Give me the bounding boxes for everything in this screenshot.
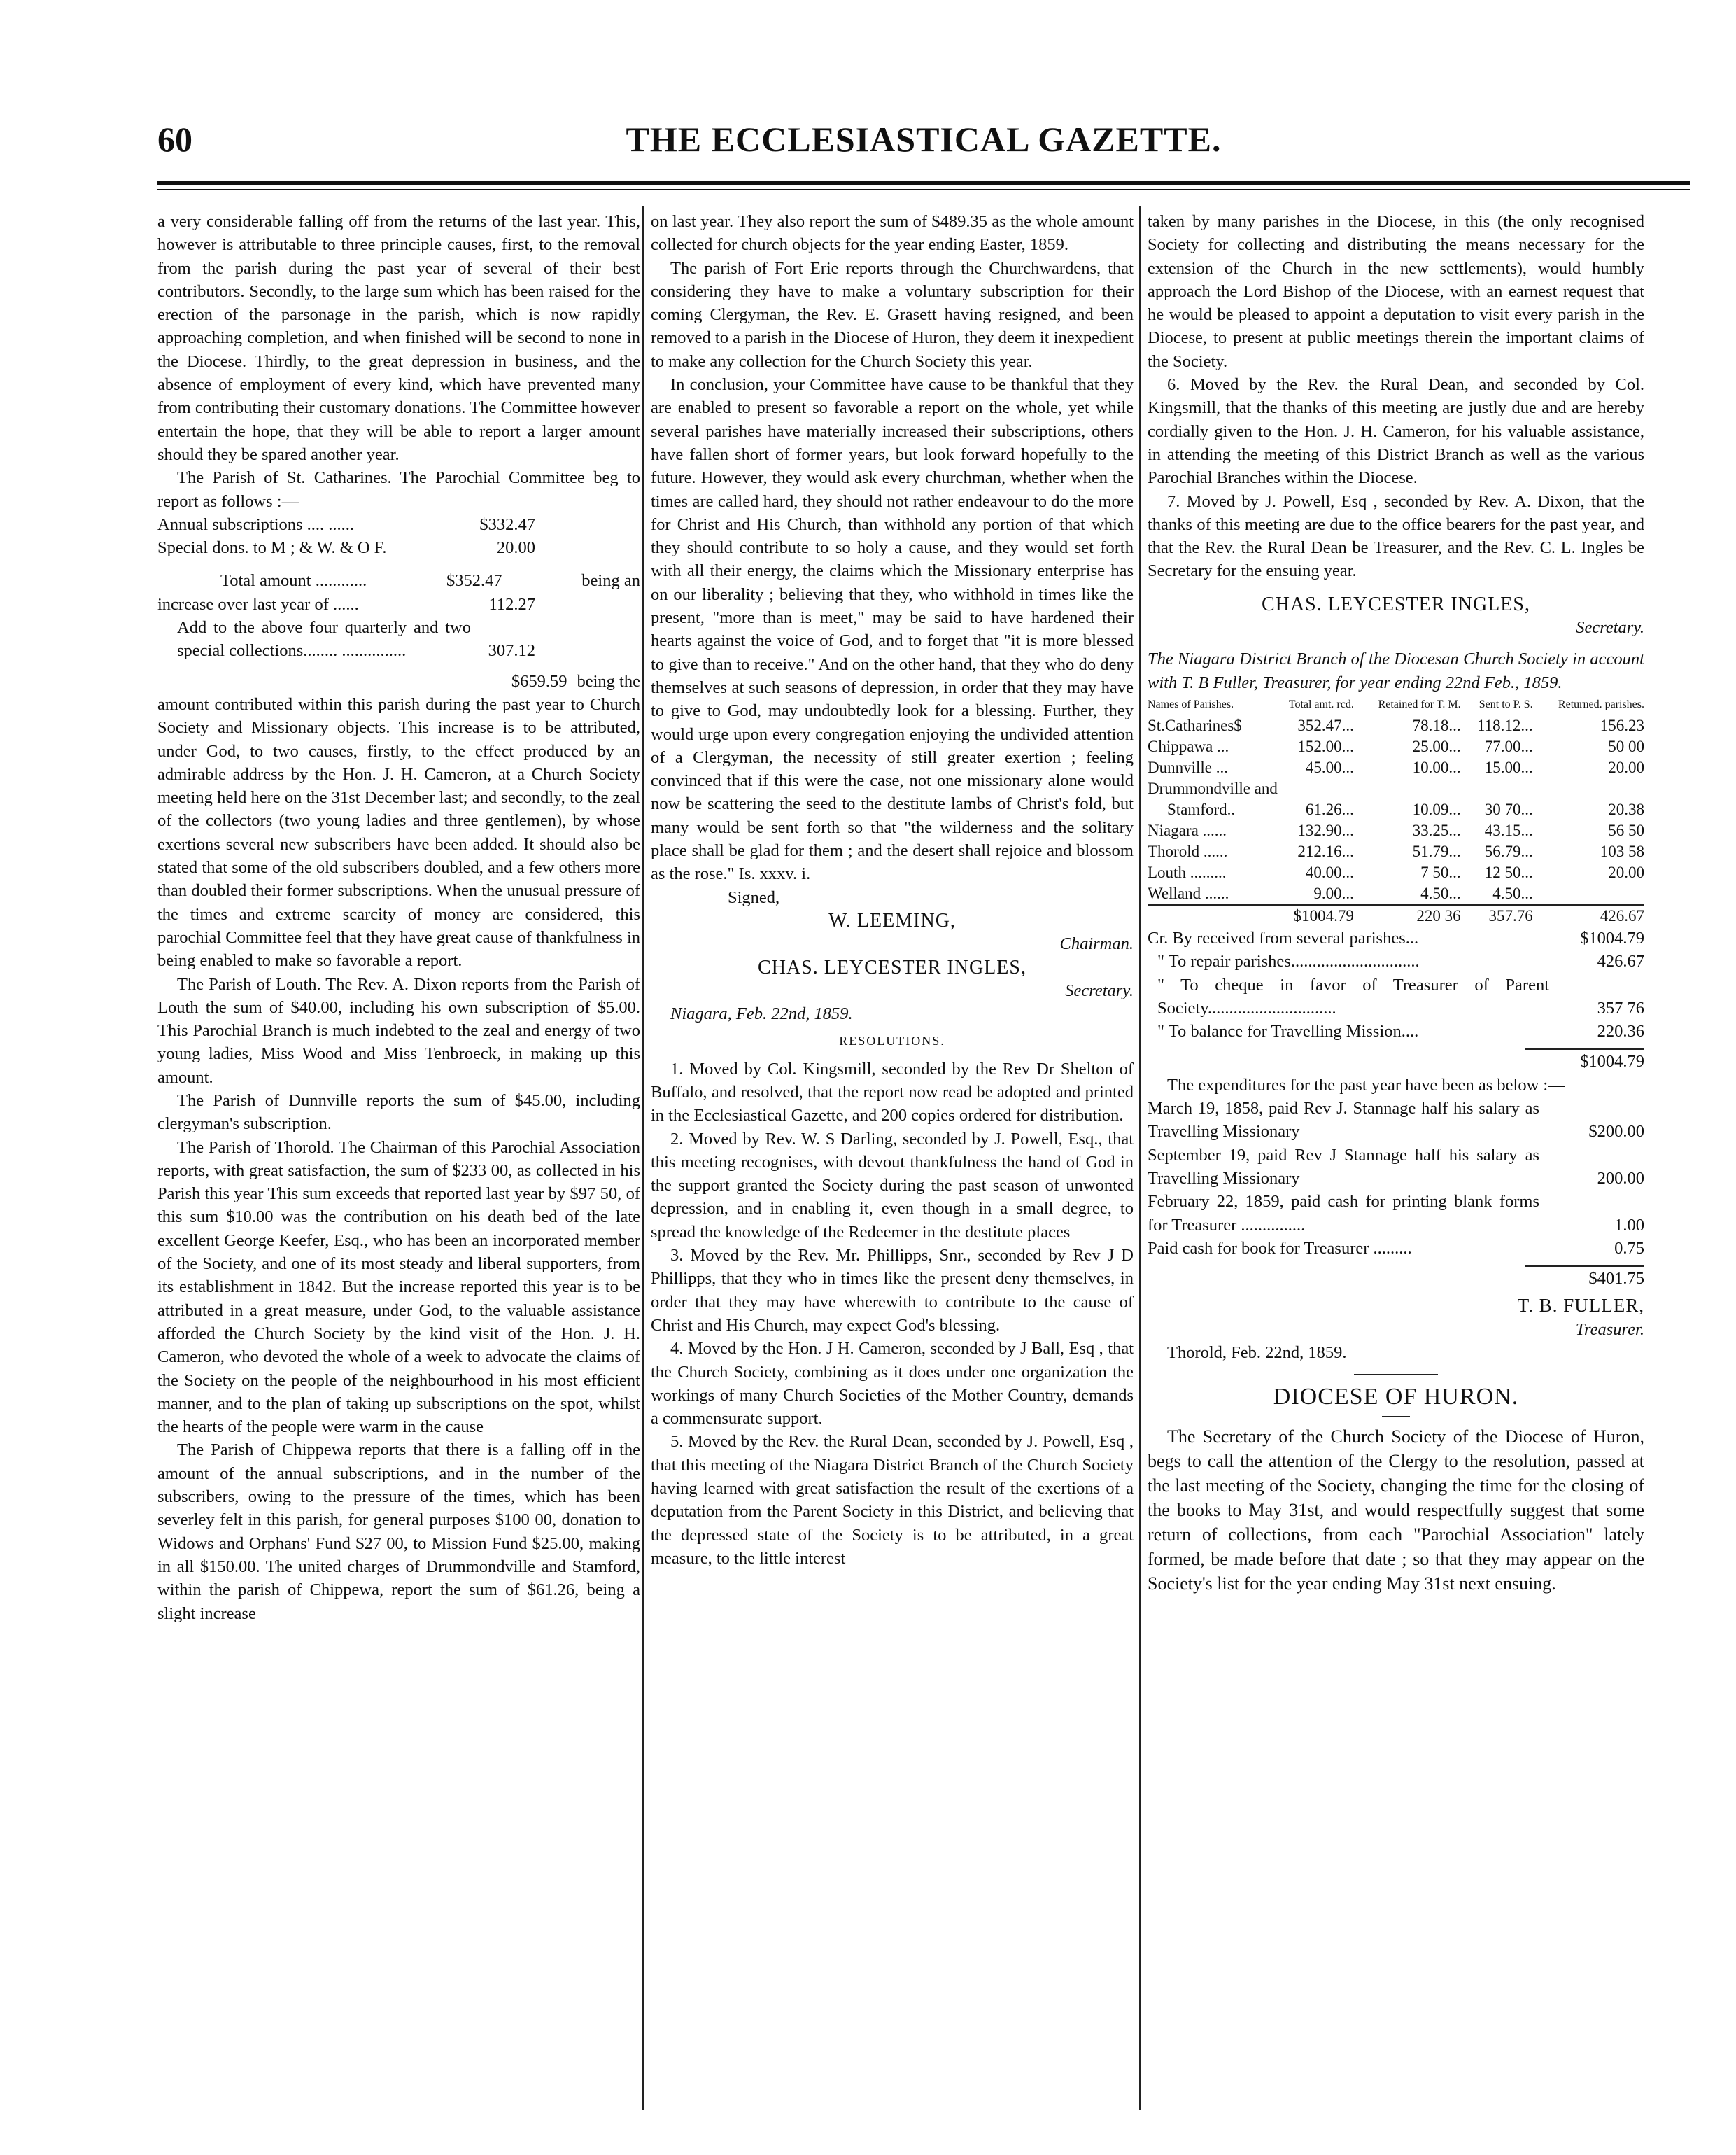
dateline: Thorold, Feb. 22nd, 1859.: [1167, 1342, 1347, 1362]
ledger-line: [157, 569, 640, 592]
ledger-label: September 19, paid Rev J Stannage half his salary as Travelling Missionary: [1148, 1145, 1539, 1188]
table-header: Retained for T. M.: [1378, 698, 1461, 710]
table-cell: 152.00...: [1297, 737, 1354, 755]
account-table: [1148, 694, 1644, 927]
ledger-line: [157, 513, 640, 536]
ledger-value: $332.47: [479, 514, 535, 534]
ledger-value: $1004.79: [1580, 928, 1644, 948]
ledger-label: Special dons. to M ; & W. & O F.: [157, 538, 387, 558]
table-cell: 20.00: [1608, 863, 1644, 881]
table-cell: 20.00: [1608, 758, 1644, 776]
paragraph: The Parish of Dunnville reports the sum of $45.00, including clergyman's subscription.: [157, 1090, 640, 1134]
ledger-value: 426.67: [1597, 952, 1644, 971]
ledger-value: 20.00: [496, 538, 535, 558]
page-title: THE ECCLESIASTICAL GAZETTE.: [626, 120, 1222, 159]
signature-role: Secretary.: [1576, 618, 1644, 638]
section-divider: [1382, 1416, 1410, 1417]
signature-role: Secretary.: [1065, 981, 1134, 1000]
header-rule: [157, 181, 1690, 185]
table-cell: 4.50...: [1492, 884, 1533, 902]
table-cell: 132.90...: [1297, 821, 1354, 839]
table-cell: 118.12...: [1477, 716, 1533, 734]
ledger-label: Annual subscriptions .... ......: [157, 514, 355, 534]
ledger-value: 0.75: [1614, 1238, 1644, 1258]
table-cell: Welland ......: [1148, 884, 1229, 902]
ledger-line: [157, 593, 640, 616]
ledger-value: 200.00: [1597, 1168, 1644, 1188]
table-cell: 9.00...: [1313, 884, 1354, 902]
table-cell: 10.09...: [1412, 800, 1461, 818]
table-cell: Drummondville and: [1148, 779, 1278, 797]
table-row: [1148, 883, 1644, 905]
ledger-value: 357 76: [1597, 998, 1644, 1018]
section-divider: [1354, 1374, 1438, 1375]
ledger-label: " To repair parishes..............................: [1157, 952, 1420, 971]
account-title: The Niagara District Branch of the Diocesan Church Society in account with T. B Fuller, Treasurer, for year ending 22nd Feb., 1859.: [1148, 650, 1644, 692]
table-total-row: [1148, 905, 1644, 927]
paragraph: The Parish of St. Catharines. The Parochial Committee beg to report as follows :—: [157, 468, 640, 511]
table-cell: 426.67: [1600, 906, 1644, 925]
ledger-label: " To balance for Travelling Mission....: [1157, 1022, 1419, 1041]
ledger-line: [1148, 974, 1644, 1020]
table-cell: 77.00...: [1484, 737, 1533, 755]
page-header: [157, 119, 1690, 168]
table-cell: 357.76: [1488, 906, 1533, 925]
signature-role: Treasurer.: [1575, 1319, 1644, 1339]
ledger-line: [1148, 927, 1644, 950]
table-cell: 33.25...: [1412, 821, 1461, 839]
ledger-line: [157, 670, 640, 693]
ledger-label: " To cheque in favor of Treasurer of Parent Society..............................: [1157, 975, 1549, 1018]
signed-label: Signed,: [728, 887, 780, 907]
resolution: 6. Moved by the Rev. the Rural Dean, and seconded by Col. Kingsmill, that the thanks of this meeting are justly due and are hereby cordially given to the Hon. J. H. Cameron, for his valuable assistance, in attending the meeting of this District Branch as well as the various Parochial Branches within the Diocese.: [1148, 375, 1644, 488]
table-cell: 40.00...: [1305, 863, 1354, 881]
ledger-label: Add to the above four quarterly and two special collections........ ...............: [177, 618, 471, 661]
signature-role: Chairman.: [1059, 934, 1134, 954]
table-cell: 56 50: [1608, 821, 1644, 839]
table-cell: $1004.79: [1293, 906, 1354, 925]
table-cell: 103 58: [1600, 842, 1644, 860]
table-cell: 50 00: [1608, 737, 1644, 755]
table-cell: Stamford..: [1167, 800, 1236, 818]
paragraph: The expenditures for the past year have been as below :—: [1167, 1075, 1565, 1095]
signature-name: W. LEEMING,: [828, 909, 956, 932]
table-cell: 10.00...: [1412, 758, 1461, 776]
ledger-tail: being an: [581, 571, 640, 591]
ledger-total: $401.75: [1525, 1265, 1644, 1290]
table-cell: 352.47...: [1297, 716, 1354, 734]
paragraph: The Parish of Louth. The Rev. A. Dixon reports from the Parish of Louth the sum of $40.00, including his own subscription of $5.00. This Parochial Branch is much indebted to the zeal and energy of two young ladies, Miss Wood and Miss Tenbroeck, in making up this amount.: [157, 974, 640, 1087]
ledger-value: $659.59: [511, 671, 567, 691]
table-cell: 15.00...: [1484, 758, 1533, 776]
resolution: 4. Moved by the Hon. J H. Cameron, seconded by J Ball, Esq , that the Church Society, combining as it does under one organization the workings of many Church Societies of the Mother Country, demands a commensurate support.: [651, 1339, 1134, 1429]
table-cell: Chippawa ...: [1148, 737, 1229, 755]
paragraph: a very considerable falling off from the returns of the last year. This, however is attributable to three principle causes, first, to the removal from the parish during the past year of several of their best contributors. Secondly, to the large sum which has been raised for the erection of the parsonage in the parish, which is now rapidly approaching completion, and when finished will be second to none in the Diocese. Thirdly, to the great depression in business, and the absence of employment of every kind, which have prevented many from contributing their customary donations. The Committee however entertain the hope, that they will be able to report a larger amount should they be spared another year.: [157, 212, 640, 464]
table-row: [1148, 778, 1644, 799]
column-divider: [642, 206, 644, 2110]
ledger-line: [1148, 1020, 1644, 1043]
table-cell: [1533, 883, 1644, 905]
resolution: 7. Moved by J. Powell, Esq , seconded by Rev. A. Dixon, that the thanks of this meeting are due to the office bearers for the past year, and that the Rev. the Rural Dean be Treasurer, and the Rev. C. L. Ingles be Secretary for the ensuing year.: [1148, 491, 1644, 581]
ledger-value: $352.47: [446, 571, 502, 591]
ledger-line: [157, 616, 640, 663]
page-number: 60: [157, 120, 192, 159]
paragraph: The parish of Fort Erie reports through the Churchwardens, that considering they have to make a voluntary subscription for their coming Clergyman, the Rev. E. Grasett having resigned, and been removed to a parish in the Diocese of Huron, they deem it inexpedient to make any collection for the Church Society this year.: [651, 258, 1134, 371]
table-row: [1148, 715, 1644, 736]
ledger-label: Cr. By received from several parishes...: [1148, 928, 1419, 948]
table-cell: 61.26...: [1305, 800, 1354, 818]
header-rule-thin: [157, 189, 1690, 190]
table-cell: 4.50...: [1420, 884, 1461, 902]
table-cell: 43.15...: [1484, 821, 1533, 839]
ledger-line: [1148, 1144, 1644, 1191]
ledger-total: $1004.79: [1525, 1048, 1644, 1073]
paragraph: The Secretary of the Church Society of the Diocese of Huron, begs to call the attention of the Clergy to the resolution, passed at the last meeting of the Society, changing the time for the closing of the books to May 31st, and would respectfully suggest that some return of collections, from each "Parochial Association" lately formed, be made before that date ; so that they may appear on the Society's list for the year ending May 31st next ensuing.: [1148, 1426, 1644, 1594]
table-cell: St.Catharines$: [1148, 716, 1242, 734]
ledger-tail: being the: [577, 671, 640, 691]
table-header: Names of Parishes.: [1148, 698, 1234, 710]
ledger-line: [1148, 950, 1644, 973]
table-cell: Niagara ......: [1148, 821, 1227, 839]
column-1: [157, 210, 640, 1625]
table-row: [1148, 862, 1644, 883]
table-cell: 212.16...: [1297, 842, 1354, 860]
resolution: 1. Moved by Col. Kingsmill, seconded by the Rev Dr Shelton of Buffalo, and resolved, that the report now read be adopted and printed in the Ecclesiastical Gazette, and 200 copies ordered for distribution.: [651, 1059, 1134, 1125]
ledger-value: 220.36: [1597, 1022, 1644, 1041]
table-row: [1148, 799, 1644, 820]
table-cell: 156.23: [1600, 716, 1644, 734]
table-cell: Thorold ......: [1148, 842, 1228, 860]
ledger-value: 1.00: [1614, 1215, 1644, 1235]
section-heading: DIOCESE OF HURON.: [1273, 1384, 1519, 1410]
table-cell: 12 50...: [1484, 863, 1533, 881]
signature-name: CHAS. LEYCESTER INGLES,: [758, 956, 1026, 978]
table-cell: Dunnville ...: [1148, 758, 1228, 776]
table-row: [1148, 820, 1644, 841]
table-cell: 45.00...: [1305, 758, 1354, 776]
paragraph: taken by many parishes in the Diocese, in this (the only recognised Society for collecting and distributing the means necessary for the extension of the Church in the new settlements), would humbly approach the Lord Bishop of the Diocese, with an earnest request that he would be pleased to appoint a deputation to visit every parish in the Diocese, to present at public meetings therein the important claims of the Society.: [1148, 212, 1644, 371]
column-divider: [1139, 206, 1141, 2110]
table-cell: 7 50...: [1420, 863, 1461, 881]
table-cell: 20.38: [1608, 800, 1644, 818]
ledger-label: February 22, 1859, paid cash for printing blank forms for Treasurer ...............: [1148, 1192, 1539, 1235]
table-header: Total amt. rcd.: [1288, 698, 1354, 710]
resolution: 5. Moved by the Rev. the Rural Dean, seconded by J. Powell, Esq , that this meeting of the Niagara District Branch of the Church Society having learned with great satisfaction the result of the exertions of a deputation from the Parent Society in this District, and believing that the depressed state of the Society is to be attributed, in a great measure, to the little interest: [651, 1432, 1134, 1568]
table-cell: 220 36: [1416, 906, 1461, 925]
paragraph: amount contributed within this parish during the past year to Church Society and Missionary objects. This increase is to be attributed, under God, to two causes, firstly, to the effect produced by an admirable address by the Hon. J. H. Cameron, at a Church Society meeting held here on the 31st December last; and secondly, to the zeal of the collectors (two young ladies and three gentlemen), by whose exertions several new subscribers have been added. It should also be stated that some of the old subscribers doubled, and a few others more than doubled their former subscriptions. When the unusual pressure of the times and extreme scarcity of money are considered, this parochial Committee feel that they have great cause of thankfulness in being enabled to make so favorable a report.: [157, 694, 640, 971]
table-cell: 25.00...: [1412, 737, 1461, 755]
ledger-label: increase over last year of ......: [157, 594, 359, 614]
paragraph: The Parish of Thorold. The Chairman of this Parochial Association reports, with great satisfaction, the sum of $233 00, as collected in his Parish this year This sum exceeds that reported last year by $97 50, of this sum $10.00 was the contribution on his death bed of the late excellent George Keefer, Esq., who has been an incorporated member of the Society, and one of its most steady and liberal supporters, from its establishment in 1842. But the increase reported this year is to be attributed in a great measure, under God, to the valuable assistance afforded the Church Society by the kind visit of the Hon. J. H. Cameron, who devoted the whole of a week to advocate the claims of the Society on the people of the neighbourhood in his most efficient manner, and to the plan of taking up subscriptions on the spot, whilst the hearts of the people were warm in the cause: [157, 1137, 640, 1437]
ledger-label: March 19, 1858, paid Rev J. Stannage half his salary as Travelling Missionary: [1148, 1099, 1539, 1142]
ledger-value: 307.12: [488, 641, 535, 661]
ledger-label: Paid cash for book for Treasurer .........: [1148, 1238, 1412, 1258]
table-cell: [1148, 905, 1269, 927]
ledger-value: 112.27: [488, 594, 535, 614]
table-header-row: [1148, 694, 1644, 715]
ledger-label: Total amount ............: [220, 571, 367, 591]
paragraph: The Parish of Chippewa reports that there is a falling off in the amount of the annual subscriptions, and in the number of the subscribers, owing to the pressure of the times, which has been severley felt in this parish, for general purposes $100 00, donation to Widows and Orphans' Fund $27 00, to Mission Fund $25.00, making in all $150.00. The united charges of Drummondville and Stamford, within the parish of Chippewa, report the sum of $61.26, being a slight increase: [157, 1440, 640, 1623]
resolution: 3. Moved by the Rev. Mr. Phillipps, Snr., seconded by Rev J D Phillipps, that they who in times like the present deny themselves, in order that they may have wherewith to contribute to the cause of Christ and His Church, may expect God's blessing.: [651, 1246, 1134, 1335]
paragraph: In conclusion, your Committee have cause to be thankful that they are enabled to present so favorable a report on the whole, yet while several parishes have materially increased their subscriptions, others have fallen short of former years, but look forward hopefully to the future. However, they would ask every churchman, whether when the times are called hard, they should not rather endeavour to do the more for Christ and His Church, than withhold any portion of that which they should contribute to so holy a cause, and they would set forth with all their energy, the claims which the Missionary enterprise has on our liberality ; believing that they, who withhold in times like the present, "more than is meet," may be said to have hardened their hearts against the voice of God, and to forget that "it is more blessed to give than to receive." And on the other hand, that they who do deny themselves at such seasons of depression, in order that they may have to give to God, may undoubtedly look for a blessing. Further, they would urge upon every congregation enjoying the undivided attention of a Clergyman, the necessity of still greater exertion ; feeling convinced that if this were the case, not one missionary alone would now be scattering the seed to the destitute lambs of Christ's fold, but many would be sent forth so that "the wilderness and the solitary place shall be glad for them ; and the desert shall rejoice and blossom as the rose." Is. xxxv. i.: [651, 375, 1134, 884]
ledger-value: $200.00: [1588, 1122, 1644, 1142]
table-row: [1148, 757, 1644, 778]
table-row: [1148, 841, 1644, 862]
signature-name: CHAS. LEYCESTER INGLES,: [1262, 593, 1530, 615]
table-cell: 51.79...: [1412, 842, 1461, 860]
ledger-line: [1148, 1237, 1644, 1260]
table-header: Returned. parishes.: [1558, 698, 1644, 710]
table-cell: Louth .........: [1148, 863, 1227, 881]
resolution: 2. Moved by Rev. W. S Darling, seconded by J. Powell, Esq., that this meeting recognises, with devout thankfulness the hand of God in the support granted the Society during the past season of unwonted depression, and in enabling it, even though in a small degree, to spread the knowledge of the Redeemer in the destitute places: [651, 1129, 1134, 1242]
column-2: [651, 210, 1134, 1570]
table-cell: 56.79...: [1484, 842, 1533, 860]
table-row: [1148, 736, 1644, 757]
table-header: Sent to P. S.: [1479, 698, 1533, 710]
ledger-line: [1148, 1097, 1644, 1144]
table-cell: 78.18...: [1412, 716, 1461, 734]
ledger-line: [157, 536, 640, 559]
section-heading: RESOLUTIONS.: [839, 1034, 945, 1048]
ledger-line: [1148, 1190, 1644, 1237]
table-cell: 30 70...: [1484, 800, 1533, 818]
paragraph: on last year. They also report the sum of $489.35 as the whole amount collected for church objects for the year ending Easter, 1859.: [651, 212, 1134, 255]
dateline: Niagara, Feb. 22nd, 1859.: [670, 1004, 853, 1024]
column-3: [1148, 210, 1644, 1596]
signature-name: T. B. FULLER,: [1517, 1295, 1644, 1317]
